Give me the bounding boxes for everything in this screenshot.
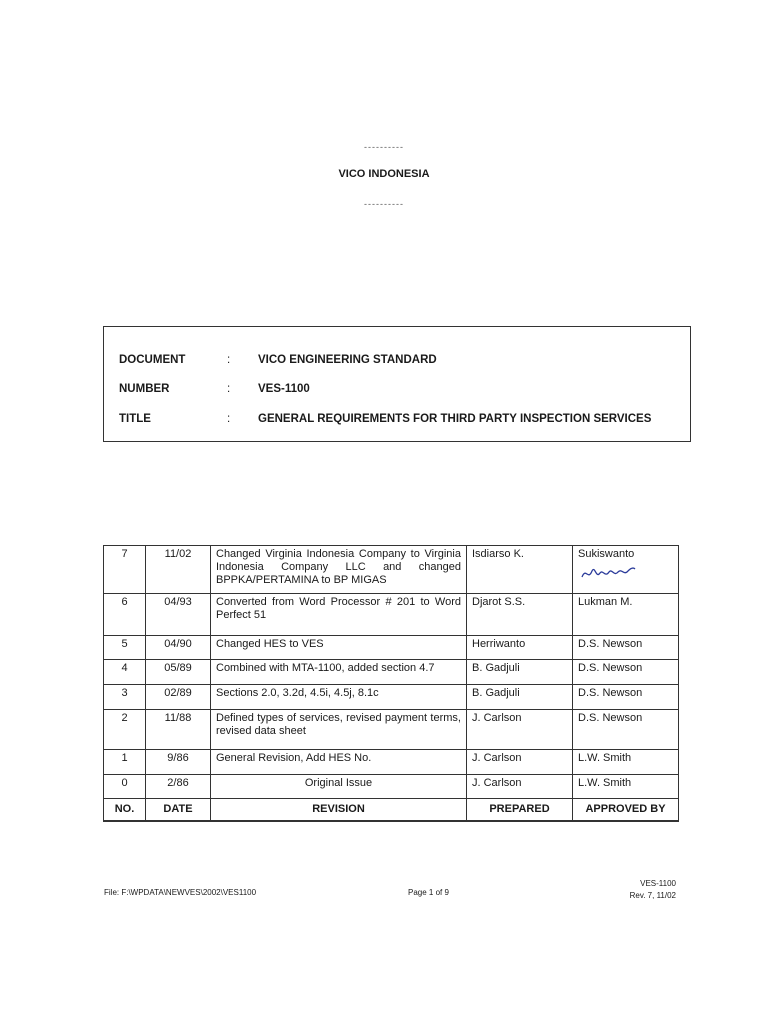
rev-prepared-name: Isdiarso K.: [472, 548, 524, 560]
rev-no: 0: [104, 775, 146, 799]
rev-date: 05/89: [146, 660, 211, 685]
number-colon: :: [227, 383, 231, 395]
header-date: DATE: [146, 799, 211, 821]
rev-prepared: B. Gadjuli: [467, 660, 573, 685]
rev-description: Sections 2.0, 3.2d, 4.5i, 4.5j, 8.1c: [211, 685, 467, 710]
table-row: [104, 660, 679, 685]
table-row: [104, 750, 679, 775]
document-colon: :: [227, 354, 231, 366]
rev-no: 2: [104, 710, 146, 750]
table-row: [104, 594, 679, 636]
rev-description: Converted from Word Processor # 201 to Word Perfect 51: [211, 594, 467, 636]
document-value: VICO ENGINEERING STANDARD: [258, 354, 437, 366]
rev-approved: L.W. Smith: [573, 775, 679, 799]
rev-date: 04/90: [146, 636, 211, 660]
header-rule-bottom: ----------: [364, 199, 404, 209]
table-row: [104, 685, 679, 710]
rev-description: Changed HES to VES: [211, 636, 467, 660]
revision-table: [103, 545, 679, 822]
rev-approved: [573, 546, 679, 594]
footer-page-number: Page 1 of 9: [408, 888, 449, 897]
rev-approved: Lukman M.: [573, 594, 679, 636]
table-row: [104, 636, 679, 660]
table-row: [104, 710, 679, 750]
rev-date: 2/86: [146, 775, 211, 799]
header-no: NO.: [104, 799, 146, 821]
rev-no: 6: [104, 594, 146, 636]
rev-approved: D.S. Newson: [573, 685, 679, 710]
rev-prepared: J. Carlson: [467, 750, 573, 775]
header-prepared: PREPARED: [467, 799, 573, 821]
rev-prepared: [467, 546, 573, 594]
document-info-box: [103, 326, 691, 442]
rev-prepared: B. Gadjuli: [467, 685, 573, 710]
rev-description: General Revision, Add HES No.: [211, 750, 467, 775]
rev-approved: D.S. Newson: [573, 636, 679, 660]
footer-doc-number: VES-1100: [640, 879, 676, 888]
table-header-row: [104, 799, 679, 821]
rev-date: 04/93: [146, 594, 211, 636]
rev-date: 11/02: [146, 546, 211, 594]
title-colon: :: [227, 413, 231, 425]
rev-no: 7: [104, 546, 146, 594]
rev-description: Original Issue: [211, 775, 467, 799]
table-row: [104, 775, 679, 799]
rev-prepared: J. Carlson: [467, 775, 573, 799]
rev-date: 11/88: [146, 710, 211, 750]
rev-date: 9/86: [146, 750, 211, 775]
footer-revision: Rev. 7, 11/02: [629, 891, 676, 900]
header-approved: APPROVED BY: [573, 799, 679, 821]
header-revision: REVISION: [211, 799, 467, 821]
header-rule-top: ----------: [364, 142, 404, 152]
rev-no: 4: [104, 660, 146, 685]
rev-no: 1: [104, 750, 146, 775]
title-value: GENERAL REQUIREMENTS FOR THIRD PARTY INSPECTION SERVICES: [258, 413, 652, 425]
rev-approved: L.W. Smith: [573, 750, 679, 775]
rev-prepared: J. Carlson: [467, 710, 573, 750]
number-label: NUMBER: [119, 383, 170, 395]
rev-date: 02/89: [146, 685, 211, 710]
table-row: [104, 546, 679, 594]
rev-description: Defined types of services, revised payment terms, revised data sheet: [211, 710, 467, 750]
rev-approved: D.S. Newson: [573, 710, 679, 750]
rev-approved-name: Sukiswanto: [578, 548, 635, 560]
title-label: TITLE: [119, 413, 151, 425]
footer-file-path: File: F:\WPDATA\NEWVES\2002\VES1100: [104, 888, 257, 897]
rev-prepared: Herriwanto: [467, 636, 573, 660]
rev-approved: D.S. Newson: [573, 660, 679, 685]
number-value: VES-1100: [258, 383, 310, 395]
approval-signature: [578, 563, 638, 583]
footer-doc-info: [630, 878, 676, 902]
rev-no: 5: [104, 636, 146, 660]
document-label: DOCUMENT: [119, 354, 186, 366]
rev-prepared: Djarot S.S.: [467, 594, 573, 636]
company-name: VICO INDONESIA: [338, 168, 430, 180]
rev-description: Changed Virginia Indonesia Company to Virginia Indonesia Company LLC and changed BPPKA/PERTAMINA to BP MIGAS: [211, 546, 467, 594]
rev-no: 3: [104, 685, 146, 710]
rev-description: Combined with MTA-1100, added section 4.7: [211, 660, 467, 685]
